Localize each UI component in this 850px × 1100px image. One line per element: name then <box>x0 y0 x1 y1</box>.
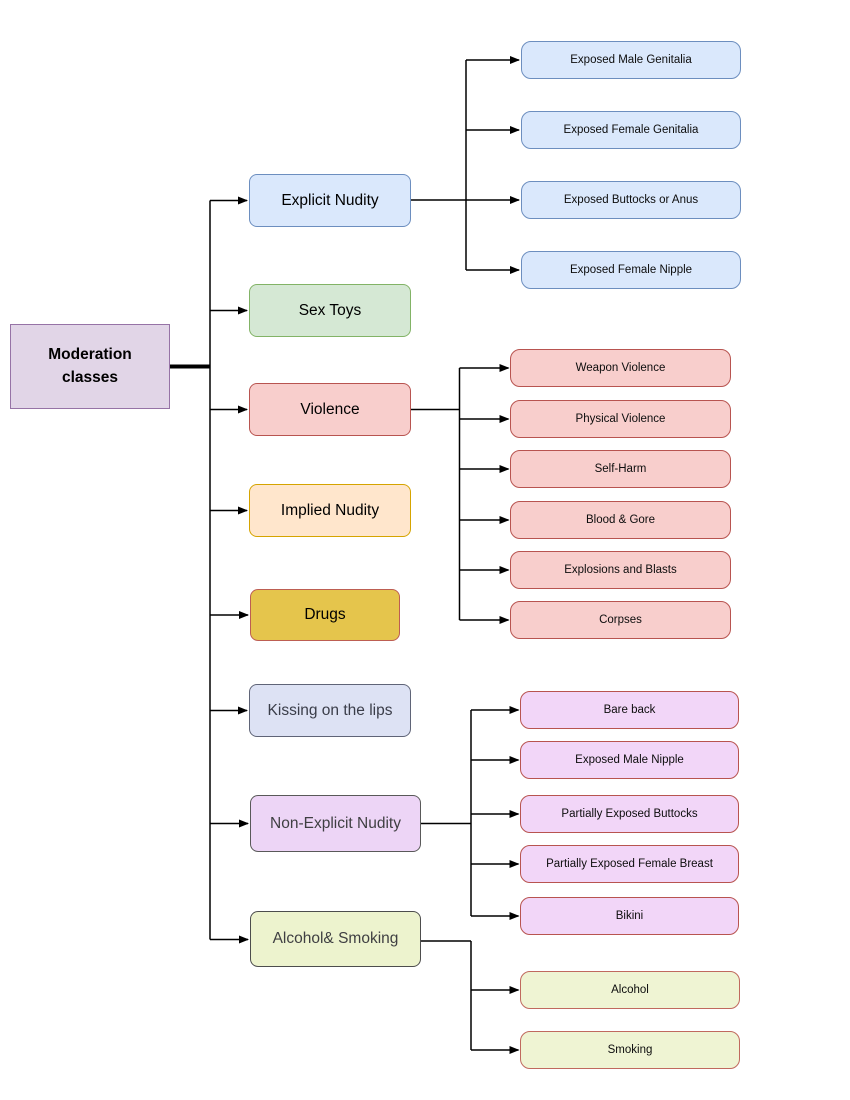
node-label: Alcohol <box>611 984 649 996</box>
node-moderation-classes[interactable] <box>10 324 170 409</box>
node-label: Exposed Buttocks or Anus <box>563 194 699 206</box>
node-exposed-female-genitalia[interactable] <box>521 111 741 149</box>
edge-group-explicit-nudity <box>411 60 519 270</box>
node-label: Moderation classes <box>48 346 132 386</box>
node-label: Explosions and Blasts <box>564 564 677 576</box>
edge-group-alcohol-smoking <box>421 941 519 1050</box>
node-violence[interactable] <box>249 383 411 436</box>
node-blood-gore[interactable] <box>510 501 731 539</box>
node-self-harm[interactable] <box>510 450 731 488</box>
node-label: Partially Exposed Buttocks <box>561 808 698 820</box>
node-exposed-male-nipple[interactable] <box>520 741 739 779</box>
node-exposed-male-genitalia[interactable] <box>521 41 741 79</box>
node-label: Physical Violence <box>575 413 666 425</box>
node-label: Corpses <box>599 614 642 626</box>
node-alcohol[interactable] <box>520 971 740 1009</box>
node-label: Smoking <box>607 1044 653 1056</box>
node-bikini[interactable] <box>520 897 739 935</box>
node-label: Self-Harm <box>594 463 647 475</box>
node-label: Sex Toys <box>298 301 362 319</box>
node-kissing-on-the-lips[interactable] <box>249 684 411 737</box>
node-partially-exposed-female-breast[interactable] <box>520 845 739 883</box>
node-label: Alcohol& Smoking <box>272 930 399 947</box>
node-label: Exposed Female Genitalia <box>563 124 699 136</box>
node-corpses[interactable] <box>510 601 731 639</box>
node-exposed-female-nipple[interactable] <box>521 251 741 289</box>
node-explosions-and-blasts[interactable] <box>510 551 731 589</box>
node-label: Drugs <box>304 606 346 623</box>
node-smoking[interactable] <box>520 1031 740 1069</box>
node-label: Non-Explicit Nudity <box>270 814 401 832</box>
node-label: Implied Nudity <box>280 501 380 519</box>
node-label: Exposed Male Nipple <box>575 754 684 766</box>
node-label: Bare back <box>603 704 656 716</box>
node-label: Exposed Male Genitalia <box>570 54 692 66</box>
node-implied-nudity[interactable] <box>249 484 411 537</box>
node-drugs[interactable] <box>250 589 400 641</box>
node-label: Violence <box>300 400 360 418</box>
edge-group-violence <box>411 368 509 620</box>
node-physical-violence[interactable] <box>510 400 731 438</box>
node-partially-exposed-buttocks[interactable] <box>520 795 739 833</box>
node-non-explicit-nudity[interactable] <box>250 795 421 852</box>
node-label: Exposed Female Nipple <box>569 264 693 276</box>
node-exposed-buttocks-or-anus[interactable] <box>521 181 741 219</box>
node-bare-back[interactable] <box>520 691 739 729</box>
node-label: Explicit Nudity <box>281 191 379 209</box>
node-alcohol-smoking[interactable] <box>250 911 421 967</box>
node-label: Blood & Gore <box>585 514 656 526</box>
edge-group-left <box>170 201 248 940</box>
node-explicit-nudity[interactable] <box>249 174 411 227</box>
node-weapon-violence[interactable] <box>510 349 731 387</box>
node-label: Weapon Violence <box>575 362 666 374</box>
node-label: Bikini <box>615 910 644 922</box>
node-sex-toys[interactable] <box>249 284 411 337</box>
edge-group-non-explicit-nudity <box>421 710 519 916</box>
node-label: Kissing on the lips <box>267 701 393 719</box>
node-label: Partially Exposed Female Breast <box>546 858 713 870</box>
